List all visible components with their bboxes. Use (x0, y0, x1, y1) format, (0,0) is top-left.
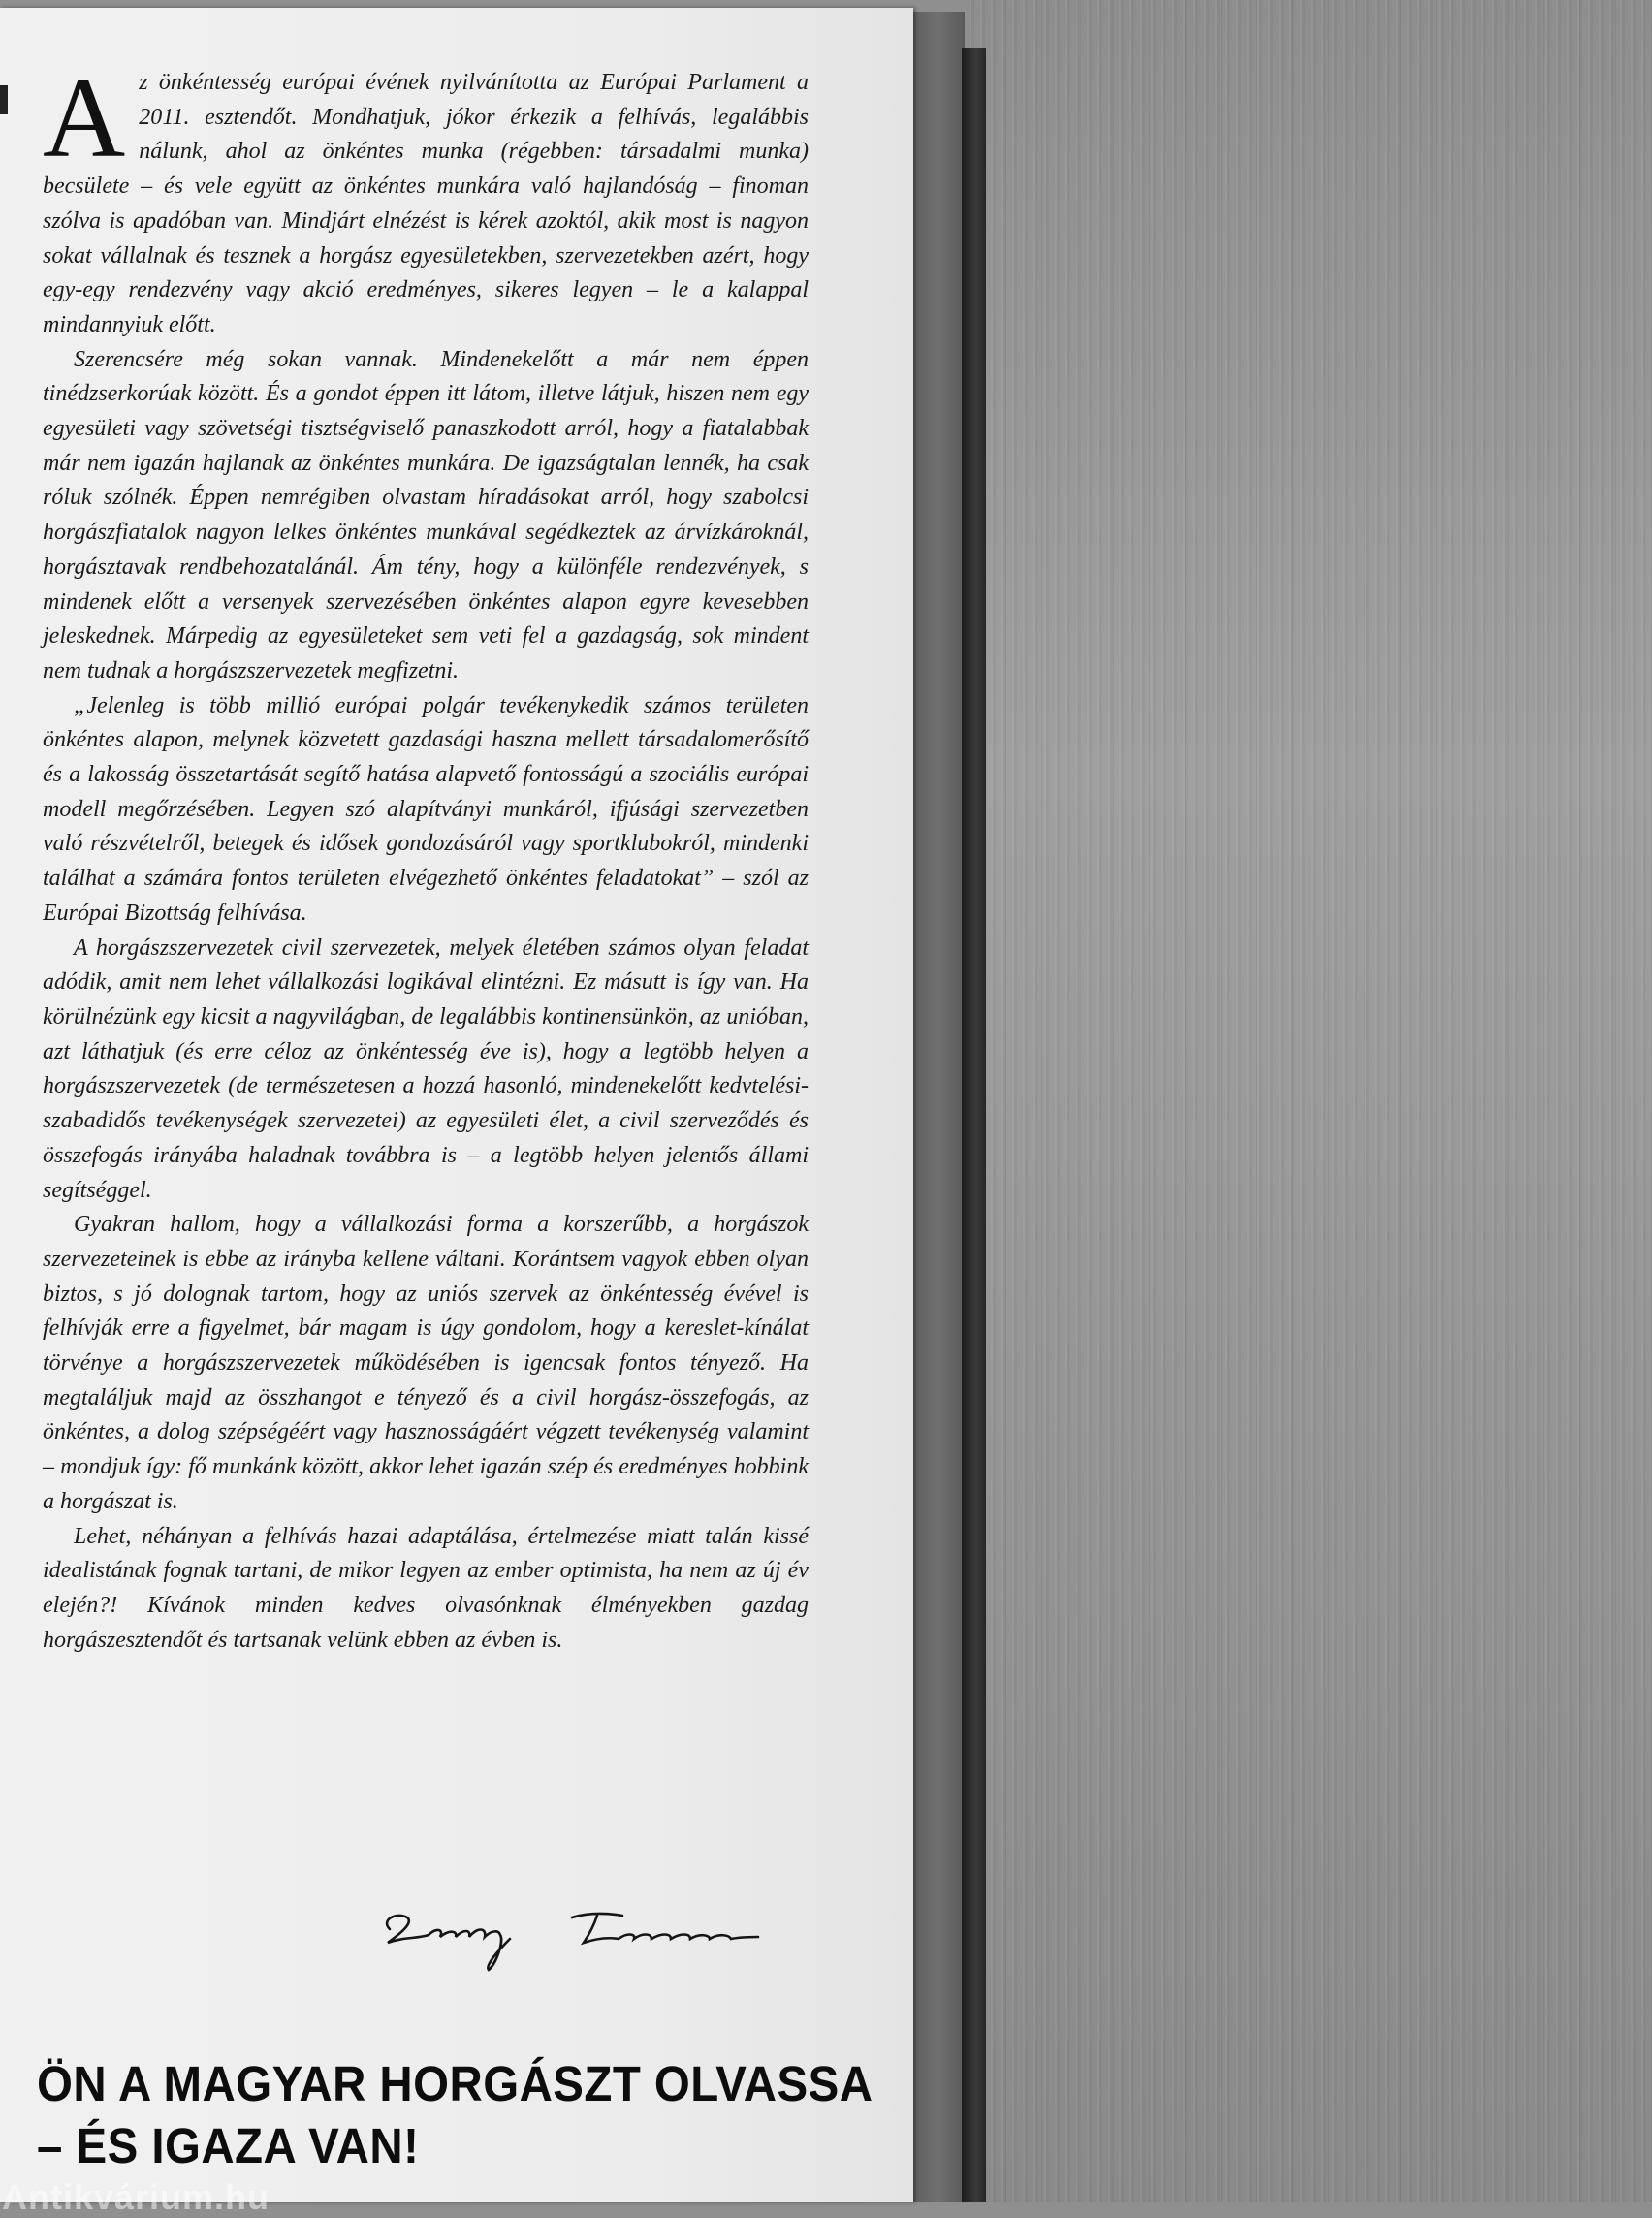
article-paragraph-1 (43, 54, 809, 343)
headline (37, 2053, 874, 2177)
book-cover-edge (911, 12, 965, 2202)
book-spine (962, 48, 986, 2202)
wooden-table-background (969, 0, 1652, 2202)
headline-line-1: ÖN A MAGYAR HORGÁSZT OLVASSA (37, 2056, 874, 2111)
author-signature (368, 1879, 814, 1976)
article-paragraph-2: Szerencsére még sokan vannak. Mindenekelőtt a már nem éppen tinédzserkorúak között. És a gondot éppen itt látom, illetve látjuk, hiszen nem egy egyesületi vagy szövetségi tisztségviselő panaszkodott arról, hogy a fiatalabbak már nem igazán hajlanak az önkéntes munkára. De igazságtalan lennék, ha csak róluk szólnék. Éppen nemrégiben olvastam híradásokat arról, hogy szabolcsi horgászfiatalok nagyon lelkes önkéntes munkával segédkeztek az árvízkároknál, horgásztavak rendbehozatalánál. Ám tény, hogy a különféle rendezvények, s mindenek előtt a versenyek szervezésében önkéntes alapon egyre kevesebben jeleskednek. Márpedig az egyesületeket sem veti fel a gazdagság, sok mindent nem tudnak a horgászszervezetek megfizetni. (43, 346, 809, 683)
article-paragraph-3: „Jelenleg is több millió európai polgár tevékenykedik számos területen önkéntes alapon, melynek közvetett gazdasági haszna mellett társadalomerősítő és a lakosság összetartását segítő hatása alapvető fontosságú a szociális európai modell megőrzésében. Legyen szó alapítványi munkáról, ifjúsági szervezetben való részvételről, betegek és idősek gondozásáról vagy sportklubokról, mindenki találhat a számára fontos területen elvégezhető önkéntes feladatokat” – szól az Európai Bizottság felhívása. (43, 692, 809, 926)
article-paragraph-6: Lehet, néhányan a felhívás hazai adaptálása, értelmezése miatt talán kissé idealistának fognak tartani, de mikor legyen az ember optimista, ha nem az új év elején?! Kívánok minden kedves olvasónknak élményekben gazdag horgászesztendőt és tartsanak velünk ebben az évben is. (43, 1523, 809, 1653)
signature-text: Szalay Ferenc (368, 1879, 374, 1880)
dropcap: A (43, 54, 126, 181)
article-paragraph-5: Gyakran hallom, hogy a vállalkozási forma a korszerűbb, a horgászok szervezeteinek is ebbe az irányba kellene váltani. Korántsem vagyok ebben olyan biztos, s jó dolognak tartom, hogy az uniós szervek az önkéntesség évével is felhívják erre a figyelmet, bár magam is úgy gondolom, hogy a kereslet-kínálat törvénye a horgászszervezetek működésében is igencsak fontos tényező. Ha megtaláljuk majd az összhangot e tényező és a civil horgász-összefogás, az önkéntes, a dolog szépségéért vagy hasznosságáért végzett tevékenység valamint – mondjuk így: fő munkánk között, akkor lehet igazán szép és eredményes hobbink a horgászat is. (43, 1212, 809, 1514)
magazine-page (0, 8, 913, 2202)
editorial-article (43, 54, 809, 1658)
page-edge-mark (0, 85, 8, 114)
watermark: Antikvárium.hu (2, 2177, 270, 2217)
article-paragraph-1-text: z önkéntesség európai évének nyilvánította az Európai Parlament a 2011. esztendőt. Mondhatjuk, jókor érkezik a felhívás, legalábbis nálunk, ahol az önkéntes munka (régebben: társadalmi munka) becsülete – és vele együtt az önkéntes munkára való hajlandóság – finoman szólva is apadóban van. Mindjárt elnézést is kérek azoktól, akik most is nagyon sokat vállalnak és tesznek a horgász egyesületekben, szervezetekben azért, hogy egy-egy rendezvény vagy akció eredményes, sikeres legyen – le a kalappal mindannyiuk előtt. (43, 70, 809, 337)
article-paragraph-4: A horgászszervezetek civil szervezetek, melyek életében számos olyan feladat adódik, amit nem lehet vállalkozási logikával elintézni. Ez másutt is így van. Ha körülnézünk egy kicsit a nagyvilágban, de legalábbis kontinensünkön, az unióban, azt láthatjuk (és erre céloz az önkéntesség éve is), hogy a legtöbb helyen a horgászszervezetek (de természetesen a hozzá hasonló, mindenekelőtt kedvtelési-szabadidős tevékenységek szervezetei) az egyesületi élet, a civil szerveződés és összefogás irányába haladnak továbbra is – a legtöbb helyen jelentős állami segítséggel. (43, 935, 809, 1203)
headline-line-2: – ÉS IGAZA VAN! (37, 2118, 420, 2173)
